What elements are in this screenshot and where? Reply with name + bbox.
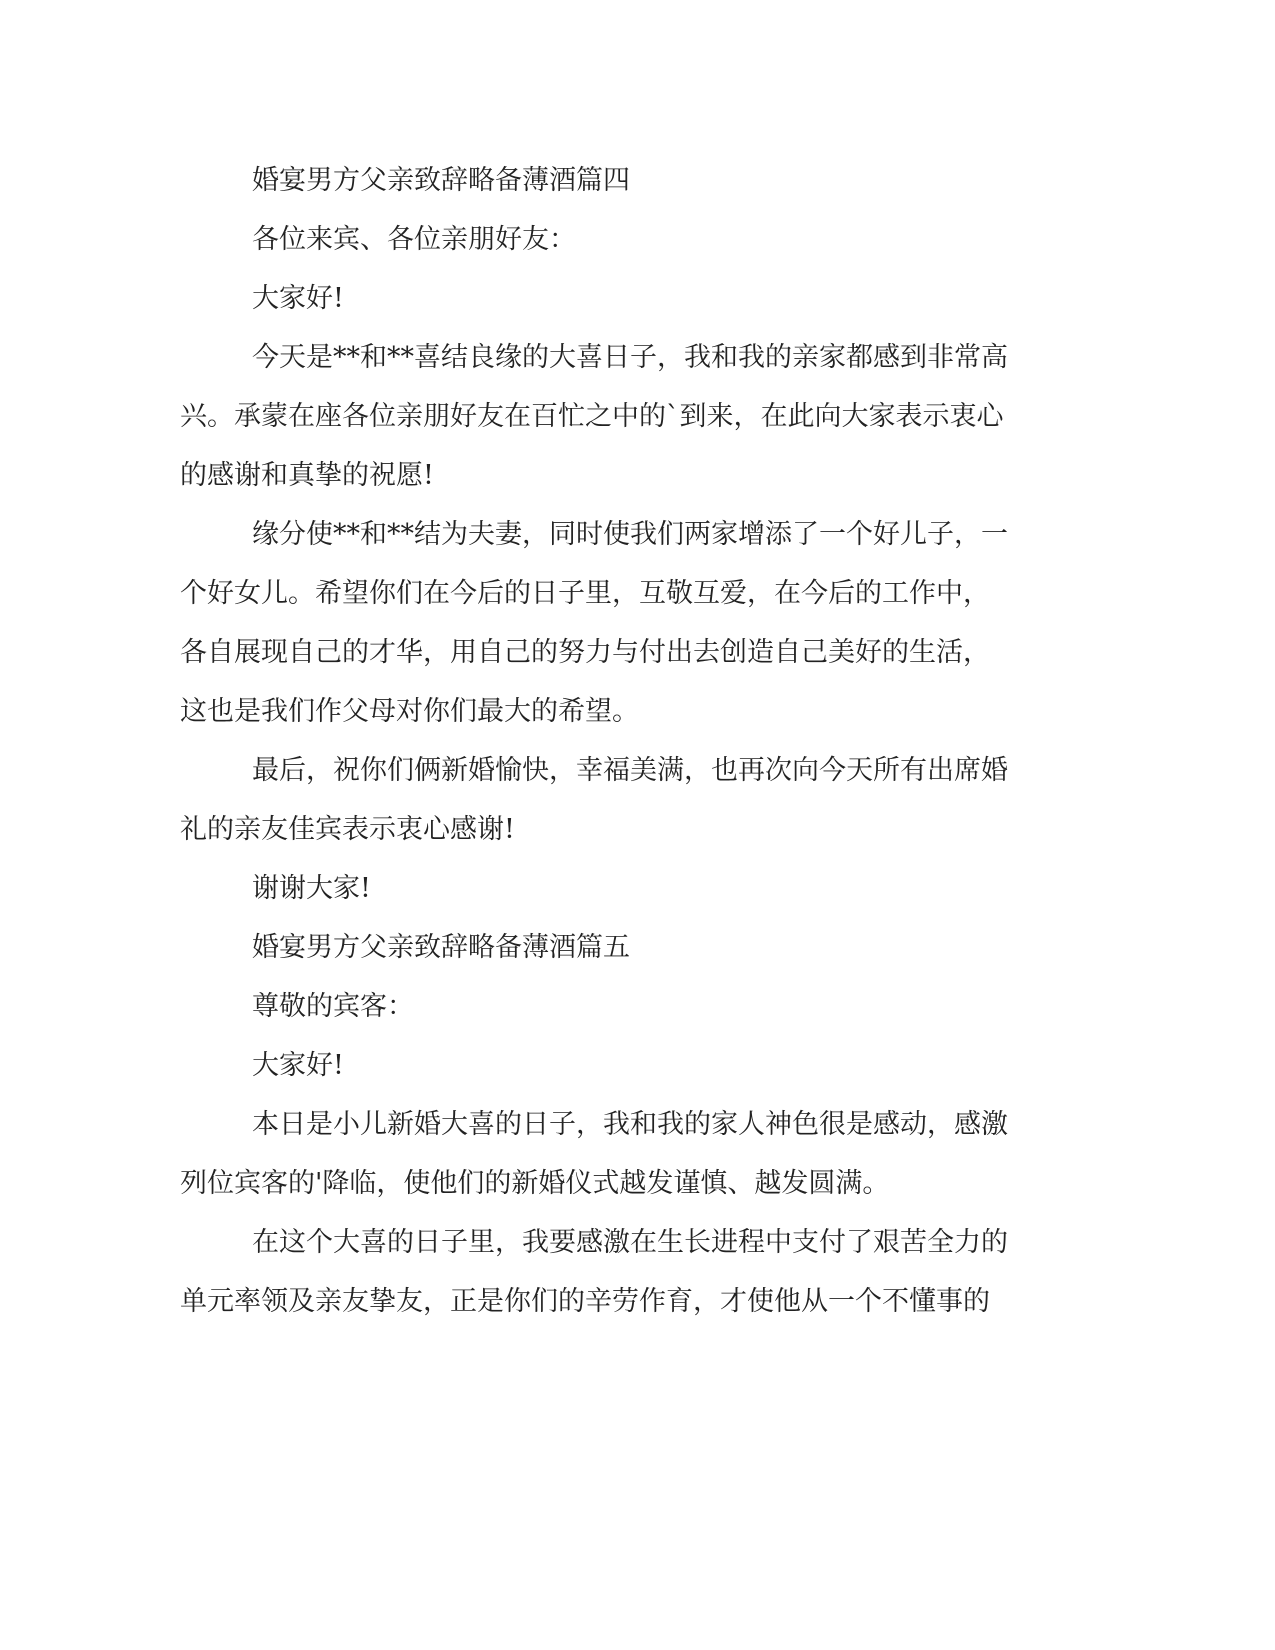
salutation: 各位来宾、各位亲朋好友：: [252, 224, 576, 255]
paragraph-line: 最后，祝你们俩新婚愉快，幸福美满，也再次向今天所有出席婚: [252, 755, 1008, 786]
paragraph-line: 礼的亲友佳宾表示衷心感谢!: [180, 814, 515, 845]
paragraph-line: 在这个大喜的日子里，我要感激在生长进程中支付了艰苦全力的: [252, 1227, 1008, 1258]
paragraph-line: 本日是小儿新婚大喜的日子，我和我的家人神色很是感动，感激: [252, 1109, 1008, 1140]
salutation: 尊敬的宾客：: [252, 991, 414, 1022]
paragraph-line: 列位宾客的'降临，使他们的新婚仪式越发谨慎、越发圆满。: [180, 1168, 890, 1199]
paragraph-line: 单元率领及亲友挚友，正是你们的辛劳作育，才使他从一个不懂事的: [180, 1286, 990, 1317]
paragraph-line: 今天是**和**喜结良缘的大喜日子，我和我的亲家都感到非常高: [252, 342, 1008, 373]
section-heading: 婚宴男方父亲致辞略备薄酒篇五: [252, 932, 630, 963]
paragraph-line: 各自展现自己的才华，用自己的努力与付出去创造自己美好的生活，: [180, 637, 990, 668]
paragraph-line: 个好女儿。希望你们在今后的日子里，互敬互爱，在今后的工作中，: [180, 578, 990, 609]
paragraph-line: 缘分使**和**结为夫妻，同时使我们两家增添了一个好儿子，一: [252, 519, 1008, 550]
closing: 谢谢大家!: [252, 873, 371, 904]
greeting: 大家好!: [252, 283, 344, 314]
paragraph-line: 的感谢和真挚的祝愿!: [180, 460, 434, 491]
section-heading: 婚宴男方父亲致辞略备薄酒篇四: [252, 165, 630, 196]
greeting: 大家好!: [252, 1050, 344, 1081]
paragraph-line: 这也是我们作父母对你们最大的希望。: [180, 696, 639, 727]
paragraph-line: 兴。承蒙在座各位亲朋好友在百忙之中的`到来，在此向大家表示衷心: [180, 401, 1004, 432]
